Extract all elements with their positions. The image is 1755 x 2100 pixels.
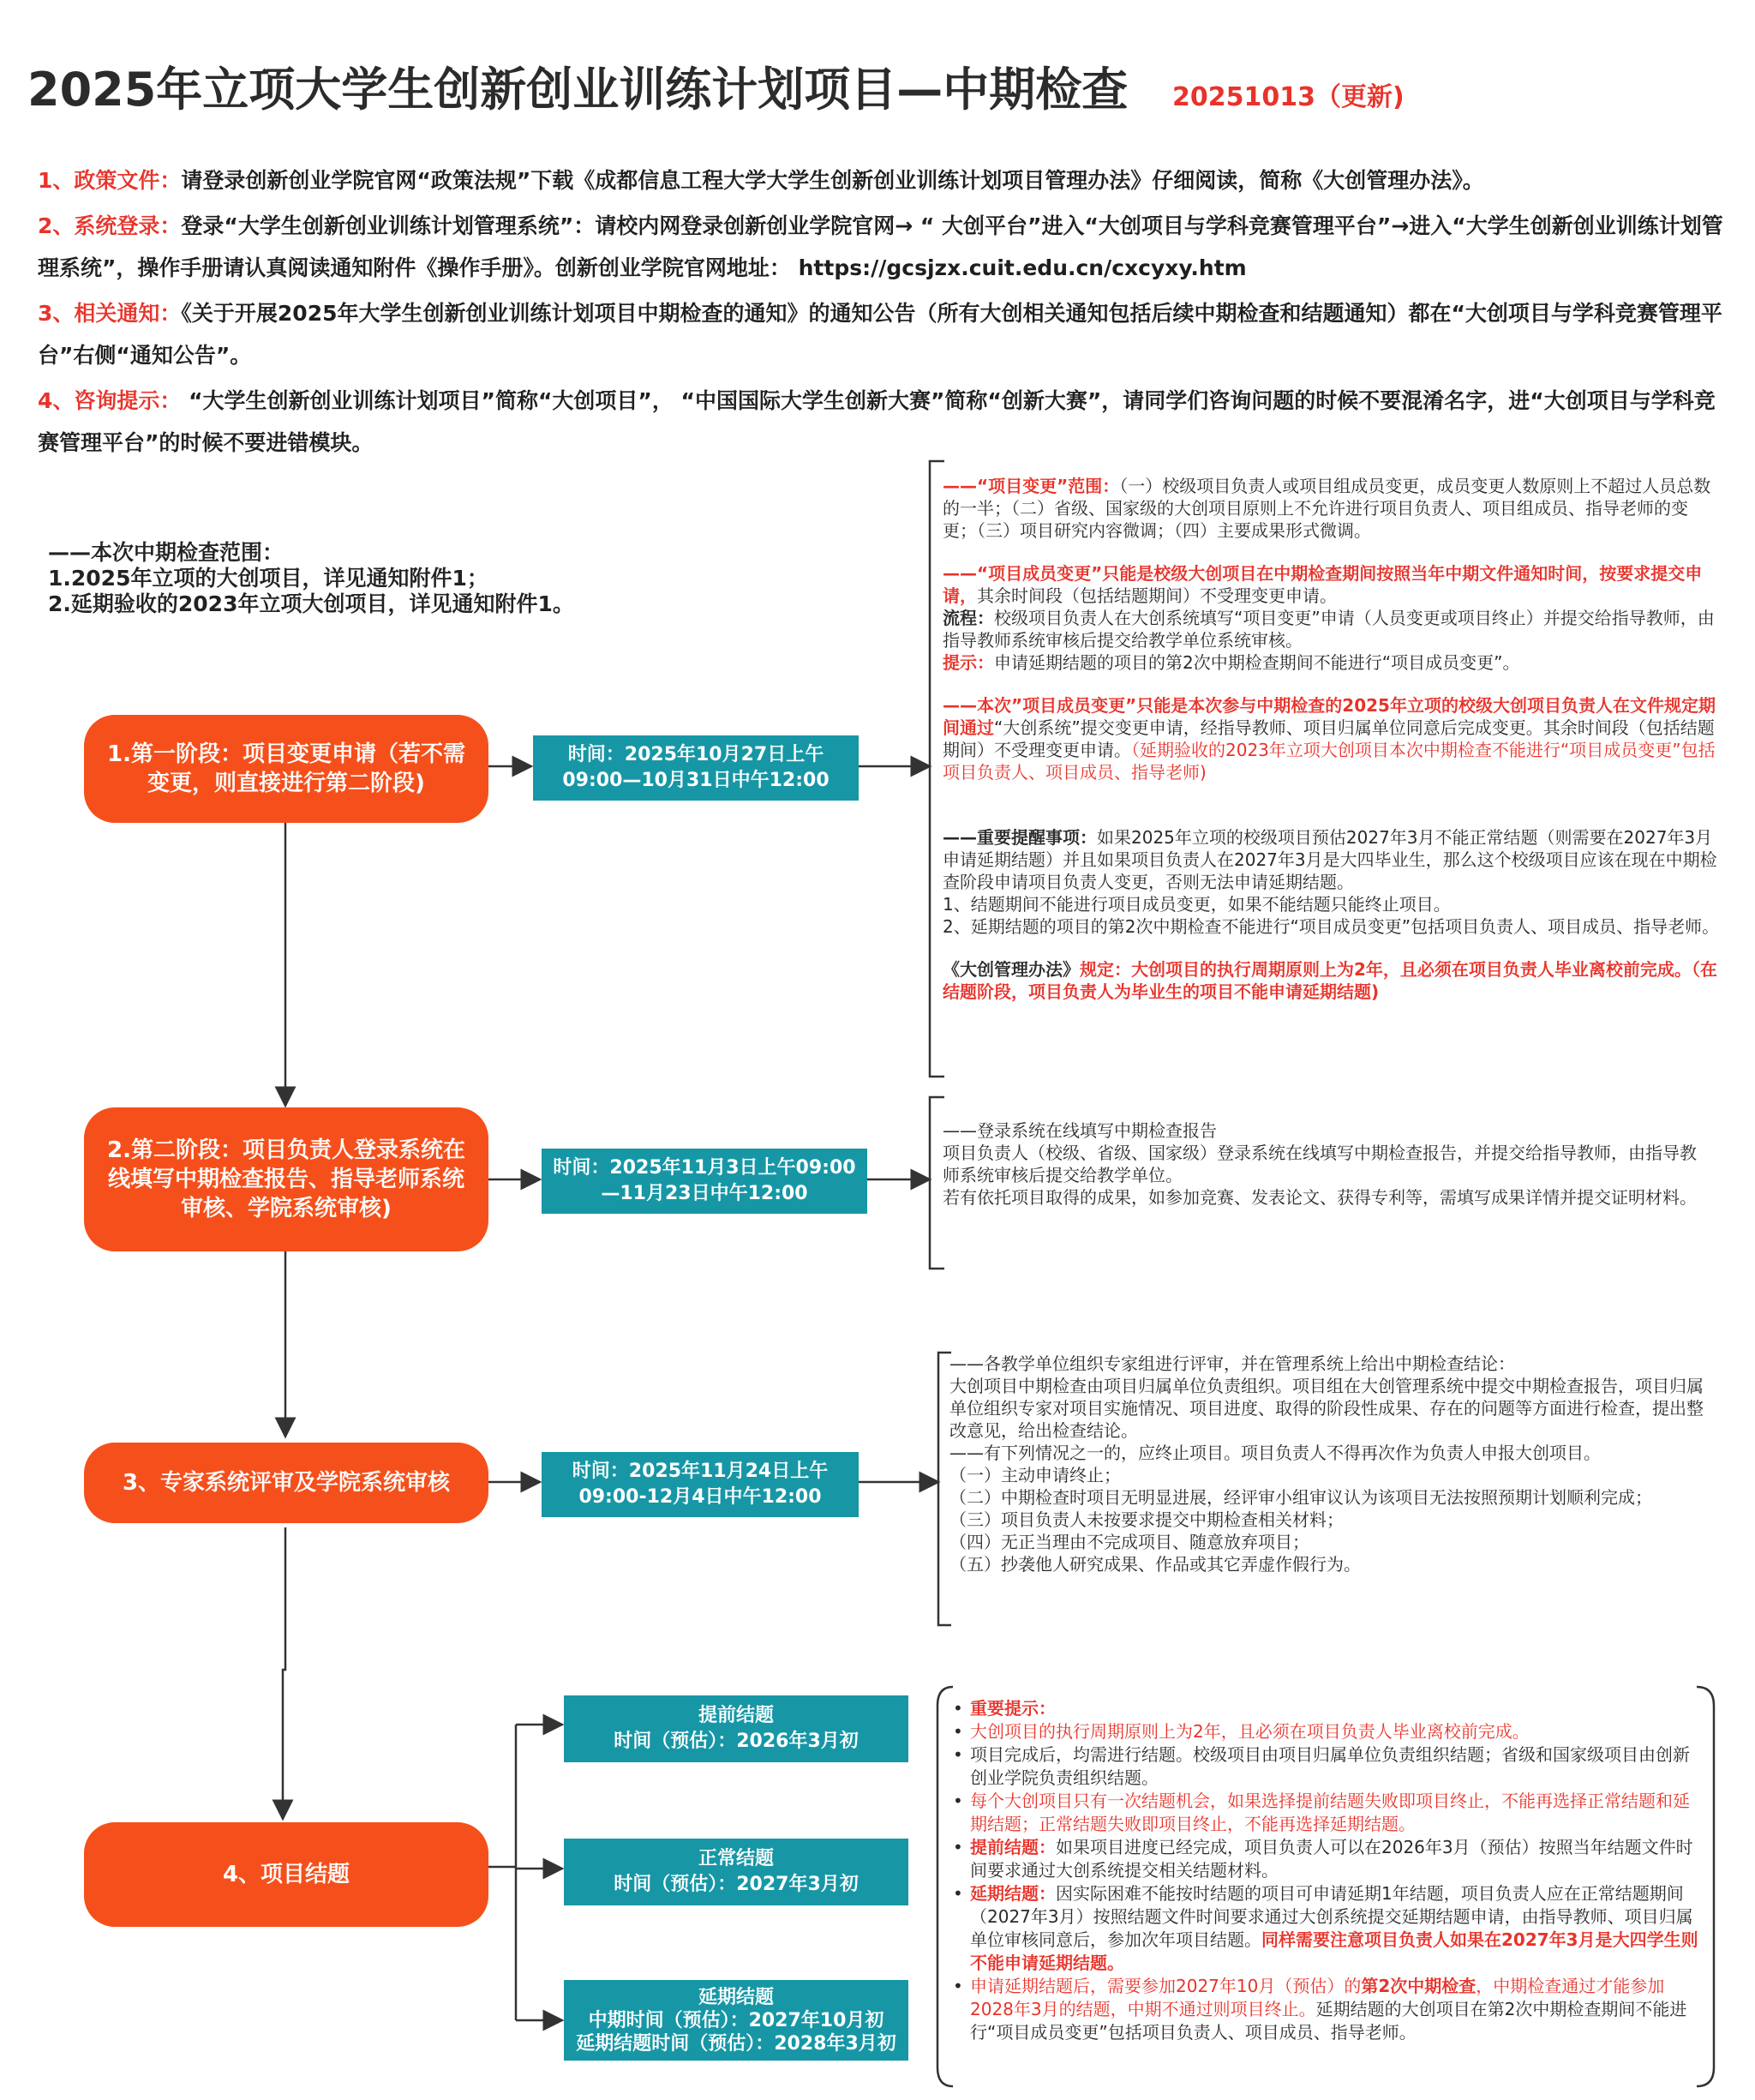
scope-heading: ——本次中期检查范围： — [48, 540, 285, 565]
closing-branch-arrows — [488, 1725, 562, 2020]
stage-3-time: 时间：2025年11月24日上午09:00-12月4日中午12:00 — [542, 1452, 859, 1517]
stage-2-time: 时间：2025年11月3日上午09:00—11月23日中午12:00 — [542, 1149, 867, 1214]
closing-early-time: 时间（预估）：2026年3月初 — [614, 1731, 859, 1752]
closing-note: • 重要提示： • 大创项目的执行周期原则上为2年，且必须在项目负责人毕业离校前完成。 • 项目完成后，均需进行结题。校级项目由项目归属单位负责组织结题；省级和国家级项目由创新创业学院负责组织结题。 • 每个大创项目只有一次结题机会，如果选择提前结题失败即项目终止，不能再选择正常结题和延期结题；正常结题失败即项目终止，不能再选择延期结题。 • 提前结题：如果项目进度已经完成，项目负责人可以在2026年3月（预估）按照当年结题文件时间要求通过大创系统提交相关结题材料。 • 延期结题：因实际困难不能按时结题的项目可申请延期1年结题，项目负责人应在正常结题期间（2027年3月）按照结题文件时间要求通过大创系统提交延期结题申请，由指导教师、项目归属单位审核同意后，参加次年项目结题。同样需要注意项目负责人如果在2027年3月是大四学生则不能申请延期结题。 • 申请延期结题后，需要参加2027年10月（预估）的第2次中期检查，中期检查通过才能参加2028年3月的结题，中期不通过则项目终止。延期结题的大创项目在第2次中期检查期间不能进行“项目成员变更”包括项目负责人、项目成员、指导老师。 — [953, 1698, 1698, 2043]
intro-item-2: 2、系统登录：登录“大学生创新创业训练计划管理系统”：请校内网登录创新创业学院官网→ “ 大创平台”进入“大创项目与学科竞赛管理平台”→进入“大学生创新创业训练计划管理系统”，操作手册请认真阅读通知附件《操作手册》。创新创业学院官网地址： https://gcsjzx.cuit.edu.cn/cxcyxy.htm — [38, 213, 1723, 280]
scope-item: 1.2025年立项的大创项目，详见通知附件1； — [48, 566, 488, 591]
closing-delayed-time-2: 延期结题时间（预估）：2028年3月初 — [576, 2032, 896, 2055]
vertical-flow-arrows — [283, 823, 285, 1819]
intro-item-1: 1、政策文件：请登录创新创业学院官网“政策法规”下载《成都信息工程大学大学生创新创业训练计划项目管理办法》仔细阅读，简称《大创管理办法》。 — [38, 168, 1484, 193]
check-scope — [48, 540, 579, 617]
scope-item: 2.延期验收的2023年立项大创项目，详见通知附件1。 — [48, 591, 574, 616]
closing-delayed-box — [564, 1980, 908, 2061]
page-title: 2025年立项大学生创新创业训练计划项目—中期检查 — [27, 63, 1129, 117]
stage-1-box: 1.第一阶段：项目变更申请（若不需变更，则直接进行第二阶段) — [84, 715, 488, 823]
closing-early-name: 提前结题 — [698, 1705, 774, 1726]
intro-item-4: 4、咨询提示： “大学生创新创业训练计划项目”简称“大创项目”， “中国国际大学生创新大赛”简称“创新大赛”，请同学们咨询问题的时候不要混淆名字，进“大创项目与学科竞赛管理平台”的时候不要进错模块。 — [38, 388, 1716, 455]
stage-1-time: 时间：2025年10月27日上午09:00—10月31日中午12:00 — [533, 735, 859, 801]
update-date: 20251013（更新) — [1172, 82, 1405, 112]
stage-4-box: 4、项目结题 — [84, 1822, 488, 1927]
closing-delayed-name: 延期结题 — [698, 1986, 774, 2008]
stage-2-note: ——登录系统在线填写中期检查报告 项目负责人（校级、省级、国家级）登录系统在线填写中期检查报告，并提交给指导教师，由指导教师系统审核后提交给教学单位。 若有依托项目取得的成果，如参加竞赛、发表论文、获得专利等，需填写成果详情并提交证明材料。 — [943, 1120, 1697, 1208]
stage-3-box: 3、专家系统评审及学院系统审核 — [84, 1443, 488, 1523]
intro-item-3: 3、相关通知：《关于开展2025年大学生创新创业训练计划项目中期检查的通知》的通知公告（所有大创相关通知包括后续中期检查和结题通知）都在“大创项目与学科竞赛管理平台”右侧“通知公告”。 — [38, 301, 1722, 368]
closing-normal-name: 正常结题 — [698, 1848, 774, 1869]
stage-to-time-arrows — [488, 766, 938, 1482]
closing-delayed-time: 中期时间（预估）：2027年10月初 — [588, 2009, 884, 2031]
closing-normal-box — [564, 1839, 908, 1905]
intro-section — [38, 159, 1734, 467]
closing-normal-time: 时间（预估）：2027年3月初 — [614, 1874, 859, 1895]
stage-3-note: ——各教学单位组织专家组进行评审，并在管理系统上给出中期检查结论： 大创项目中期检查由项目归属单位负责组织。项目组在大创管理系统中提交中期检查报告，项目归属单位组织专家对项目实施情况、项目进度、取得的阶段性成果、存在的问题等方面进行检查，提出整改意见，给出检查结论。 ——有下列情况之一的，应终止项目。项目负责人不得再次作为负责人申报大创项目。 （一）主动申请终止； （二）中期检查时项目无明显进展，经评审小组审议认为该项目无法按照预期计划顺利完成； （三）项目负责人未按要求提交中期检查相关材料； （四）无正当理由不完成项目、随意放弃项目； （五）抄袭他人研究成果、作品或其它弄虚作假行为。 — [949, 1353, 1704, 1575]
stage-1-note: ——“项目变更”范围：（一）校级项目负责人或项目组成员变更，成员变更人数原则上不超过人员总数的一半；（二）省级、国家级的大创项目原则上不允许进行项目负责人、项目组成员、指导老师的变更；（三）项目研究内容微调；（四）主要成果形式微调。 ——“项目成员变更”只能是校级大创项目在中期检查期间按照当年中期文件通知时间，按要求提交申请，其余时间段（包括结题期间）不受理变更申请。 流程：校级项目负责人在大创系统填写“项目变更”申请（人员变更或项目终止）并提交给指导教师，由指导教师系统审核后提交给教学单位系统审核。 提示：申请延期结题的项目的第2次中期检查期间不能进行“项目成员变更”。 ——本次”项目成员变更”只能是本次参与中期检查的2025年立项的校级大创项目负责人在文件规定期间通过“大创系统”提交变更申请，经指导教师、项目归属单位同意后完成变更。其余时间段（包括结题期间）不受理变更申请。（延期验收的2023年立项大创项目本次中期检查不能进行“项目成员变更”包括项目负责人、项目成员、指导老师) ——重要提醒事项：如果2025年立项的校级项目预估2027年3月不能正常结题（则需要在2027年3月申请延期结题）并且如果项目负责人在2027年3月是大四毕业生，那么这个校级项目应该在现在中期检查阶段申请项目负责人变更，否则无法申请延期结题。 1、结题期间不能进行项目成员变更，如果不能结题只能终止项目。 2、延期结题的项目的第2次中期检查不能进行“项目成员变更”包括项目负责人、项目成员、指导老师。 《大创管理办法》规定：大创项目的执行周期原则上为2年，且必须在项目负责人毕业离校前完成。（在结题阶段，项目负责人为毕业生的项目不能申请延期结题) — [943, 476, 1720, 1002]
closing-early-box — [564, 1695, 908, 1762]
stage-2-box: 2.第二阶段：项目负责人登录系统在线填写中期检查报告、指导老师系统审核、学院系统审核) — [84, 1107, 488, 1251]
